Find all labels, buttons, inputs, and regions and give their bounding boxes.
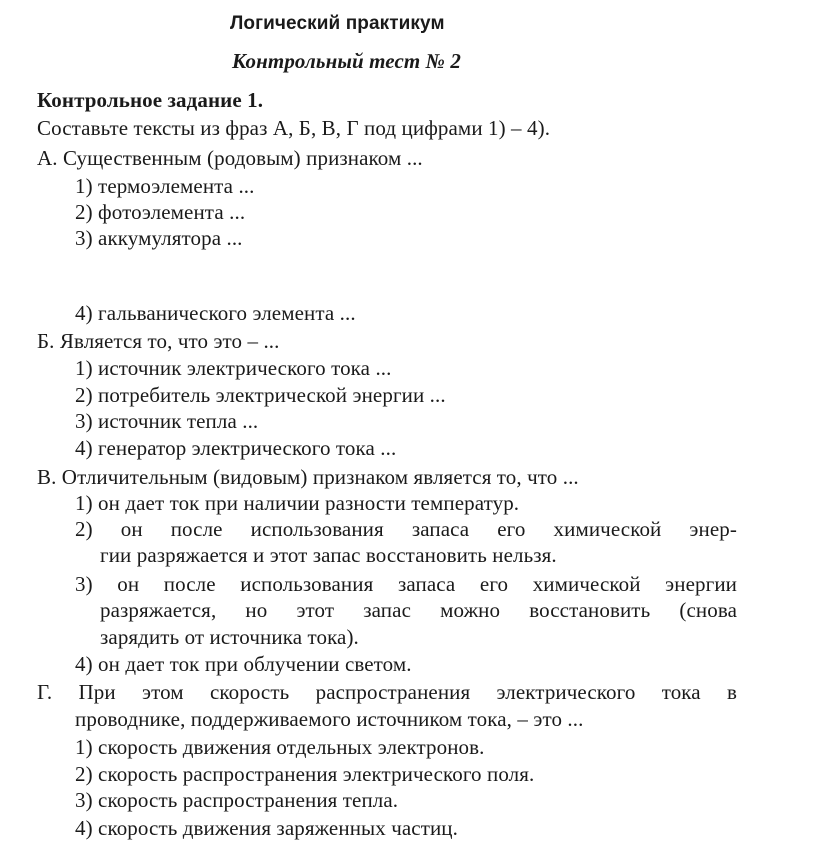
section-v-item-4: 4) он дает ток при облучении светом.	[75, 652, 412, 676]
section-a-item-4: 4) гальванического элемента ...	[75, 301, 356, 325]
section-b-item-4: 4) генератор электрического тока ...	[75, 436, 397, 460]
section-v-item-3-cont-1: разряжается, но этот запас можно восстановить (снова	[100, 598, 737, 622]
section-v-item-3-cont-2: зарядить от источника тока).	[100, 625, 359, 649]
section-g-item-4: 4) скорость движения заряженных частиц.	[75, 816, 458, 840]
section-g-item-3: 3) скорость распространения тепла.	[75, 788, 399, 812]
section-g-item-1: 1) скорость движения отдельных электронов.	[75, 735, 485, 759]
section-a-item-3: 3) аккумулятора ...	[75, 226, 243, 250]
section-b-item-2: 2) потребитель электрической энергии ...	[75, 383, 446, 407]
section-v-item-2: 2) он после использования запаса его химической энер-	[75, 517, 737, 541]
section-g-label-line-1: Г. При этом скорость распространения электрического тока в	[37, 680, 737, 704]
section-b-label: Б. Является то, что это – ...	[37, 329, 280, 353]
section-v-item-3: 3) он после использования запаса его химической энергии	[75, 572, 737, 596]
task-title: Контрольное задание 1.	[37, 88, 264, 112]
instruction: Составьте тексты из фраз А, Б, В, Г под цифрами 1) – 4).	[37, 116, 551, 140]
section-a-item-2: 2) фотоэлемента ...	[75, 200, 246, 224]
page-header: Логический практикум	[230, 13, 445, 34]
section-b-item-3: 3) источник тепла ...	[75, 409, 259, 433]
section-g-label-line-2: проводнике, поддерживаемого источником тока, – это ...	[75, 707, 584, 731]
section-v-label: В. Отличительным (видовым) признаком является то, что ...	[37, 465, 579, 489]
section-b-item-1: 1) источник электрического тока ...	[75, 356, 392, 380]
section-a-item-1: 1) термоэлемента ...	[75, 174, 255, 198]
section-g-item-2: 2) скорость распространения электрического поля.	[75, 762, 535, 786]
test-subtitle: Контрольный тест № 2	[232, 49, 461, 73]
section-a-label: А. Существенным (родовым) признаком ...	[37, 146, 423, 170]
section-v-item-2-cont: гии разряжается и этот запас восстановить нельзя.	[100, 543, 557, 567]
section-v-item-1: 1) он дает ток при наличии разности температур.	[75, 491, 520, 515]
